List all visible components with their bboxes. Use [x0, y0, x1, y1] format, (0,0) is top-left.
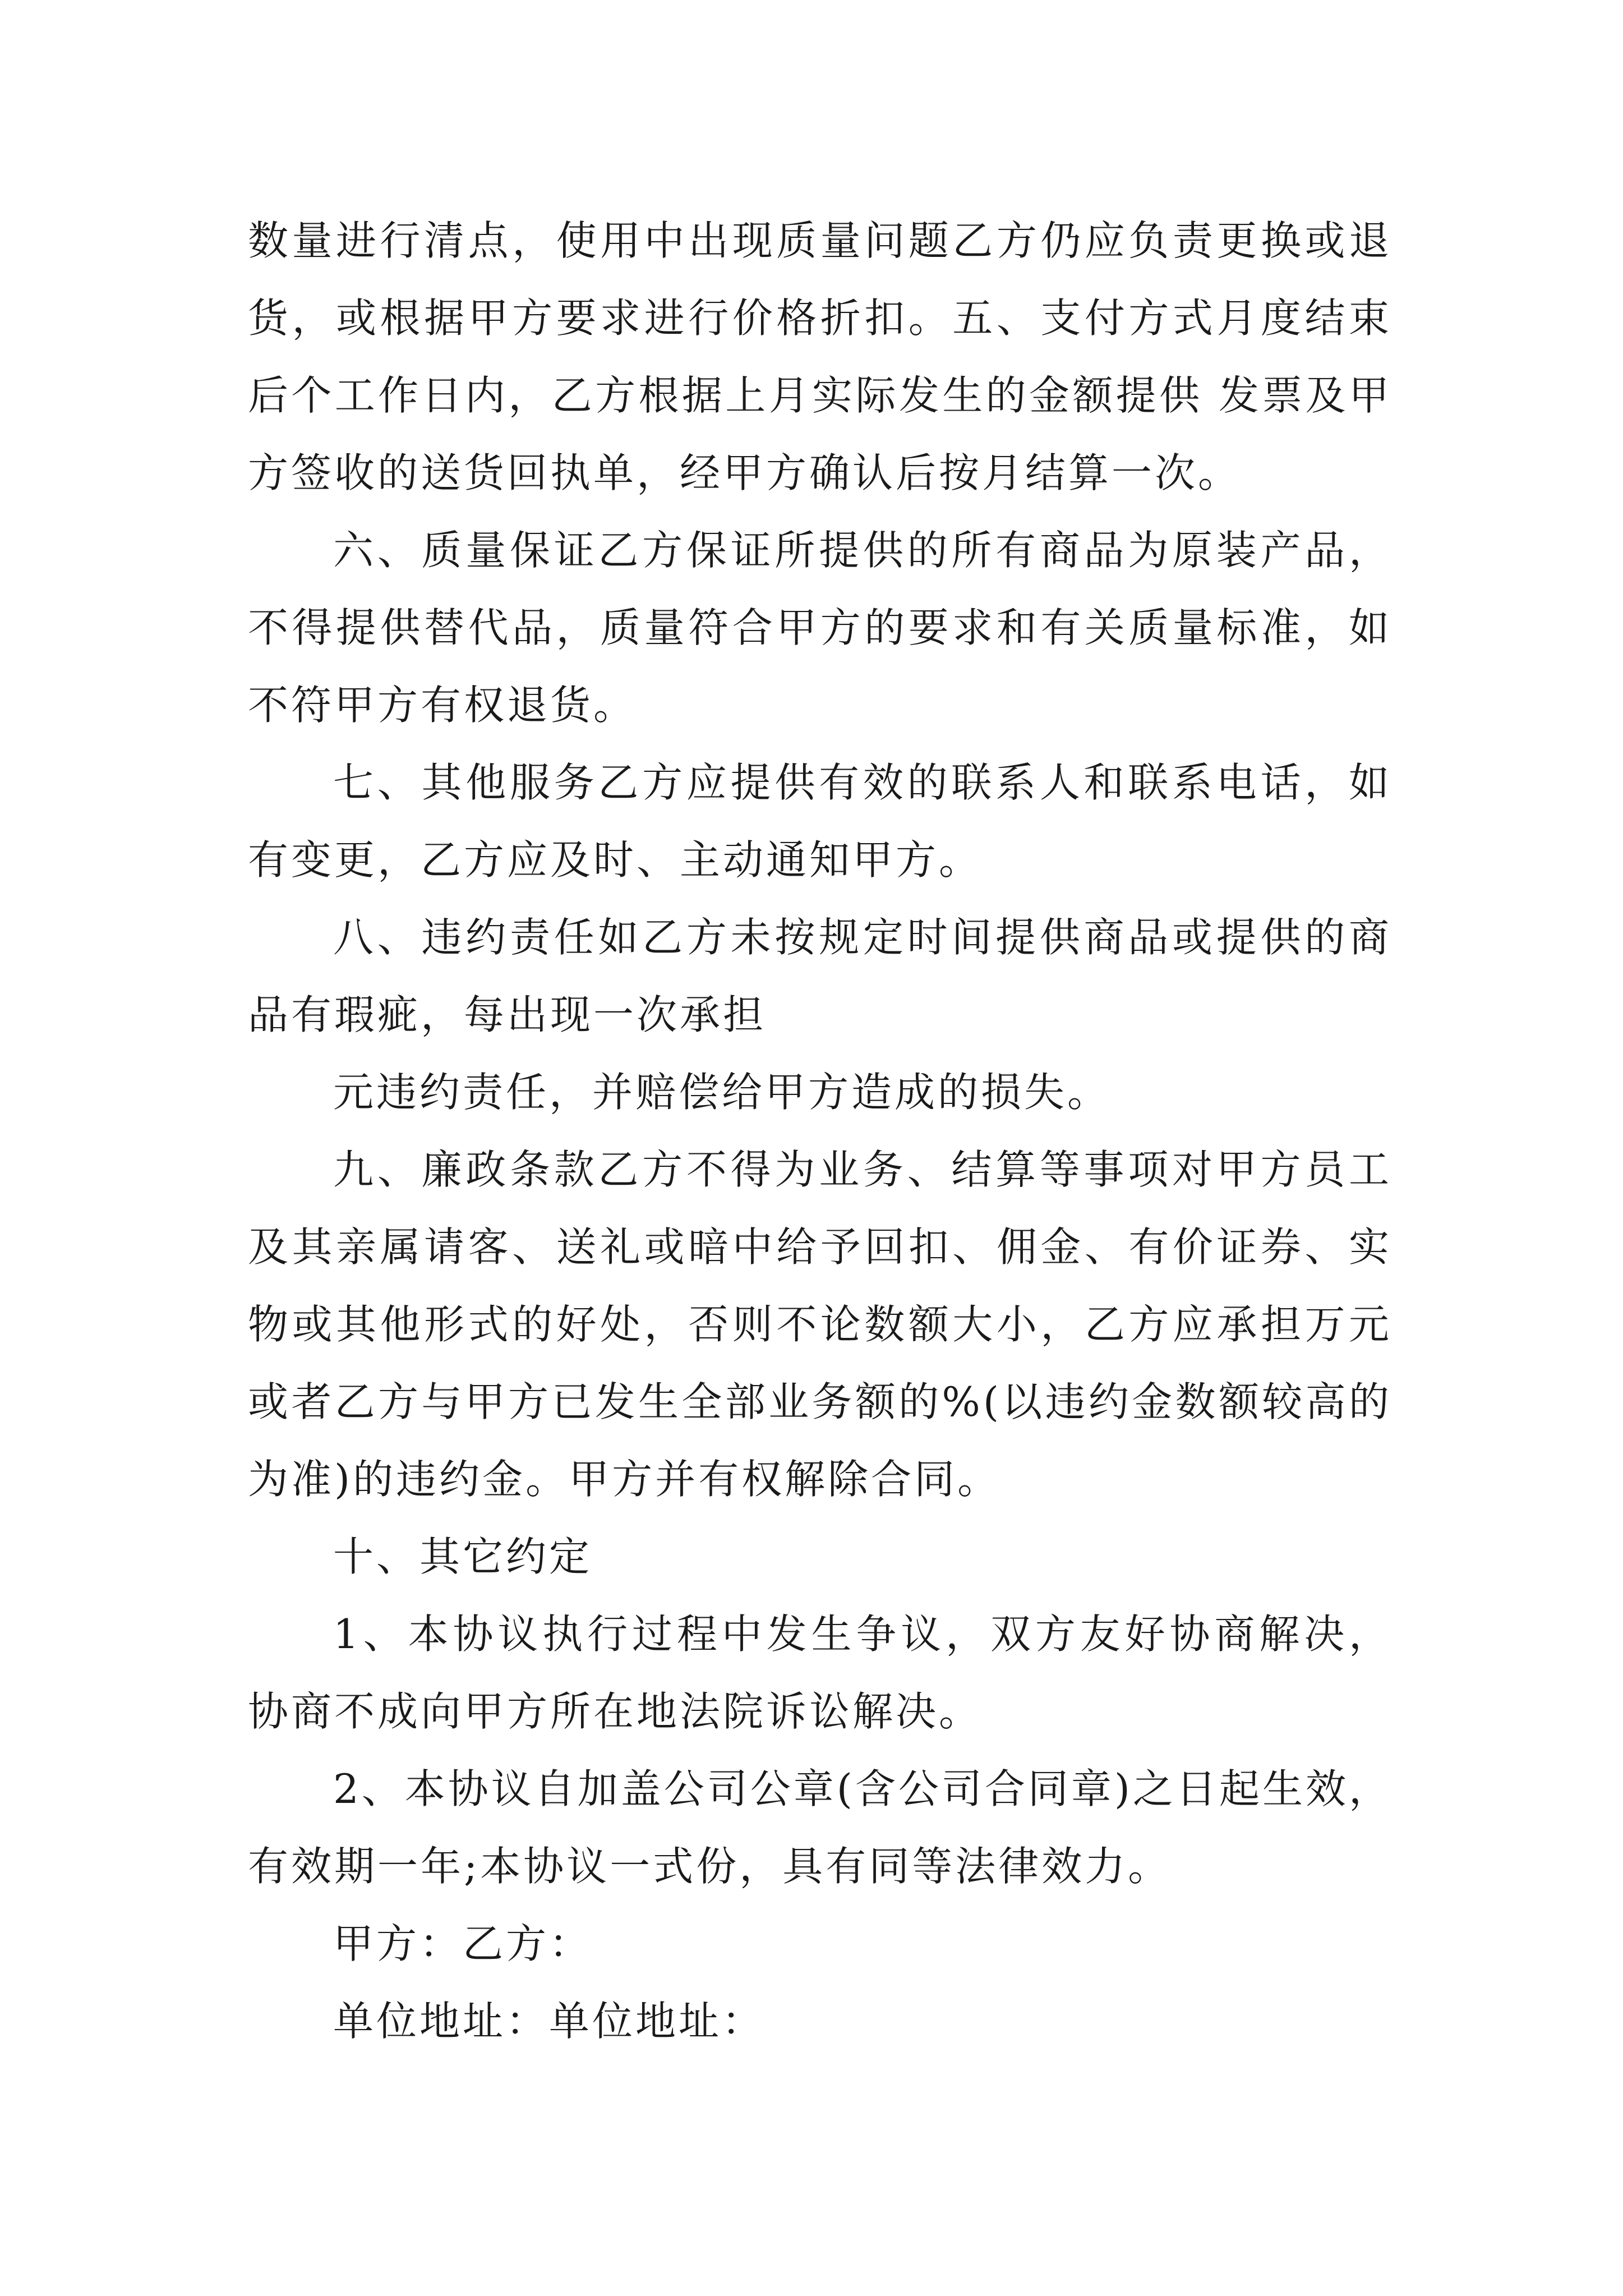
paragraph-quantity-payment: 数量进行清点，使用中出现质量问题乙方仍应负责更换或退货，或根据甲方要求进行价格折扣。五、支付方式月度结束后个工作日内，乙方根据上月实际发生的金额提供 发票及甲方签收的送货回执单，经甲方确认后按月结算一次。 — [248, 217, 1392, 496]
heading-other-agreements: 十、其它约定 — [333, 1533, 593, 1580]
paragraph-breach-compensation: 元违约责任，并赔偿给甲方造成的损失。 — [333, 1069, 1111, 1116]
paragraph-integrity-clause: 九、廉政条款乙方不得为业务、结算等事项对甲方员工及其亲属请客、送礼或暗中给予回扣、佣金、有价证券、实物或其他形式的好处，否则不论数额大小，乙方应承担万元或者乙方与甲方已发生全部业务额的%(以违约金数额较高的为准)的违约金。甲方并有权解除合同。 — [248, 1146, 1392, 1503]
paragraph-quality-guarantee: 六、质量保证乙方保证所提供的所有商品为原装产品，不得提供替代品，质量符合甲方的要求和有关质量标准，如不符甲方有权退货。 — [248, 527, 1392, 729]
document-body — [248, 202, 1392, 2060]
signature-parties-label: 甲方：乙方： — [333, 1920, 593, 1967]
paragraph-other-services: 七、其他服务乙方应提供有效的联系人和联系电话，如有变更，乙方应及时、主动通知甲方。 — [248, 759, 1392, 884]
paragraph-effective-date: 2、本协议自加盖公司公章(含公司合同章)之日起生效，有效期一年;本协议一式份，具有同等法律效力。 — [248, 1765, 1392, 1890]
signature-address-label: 单位地址：单位地址： — [333, 1998, 766, 2045]
paragraph-dispute-resolution: 1、本协议执行过程中发生争议，双方友好协商解决，协商不成向甲方所在地法院诉讼解决。 — [248, 1611, 1392, 1735]
paragraph-breach-liability: 八、违约责任如乙方未按规定时间提供商品或提供的商品有瑕疵，每出现一次承担 — [248, 914, 1392, 1038]
